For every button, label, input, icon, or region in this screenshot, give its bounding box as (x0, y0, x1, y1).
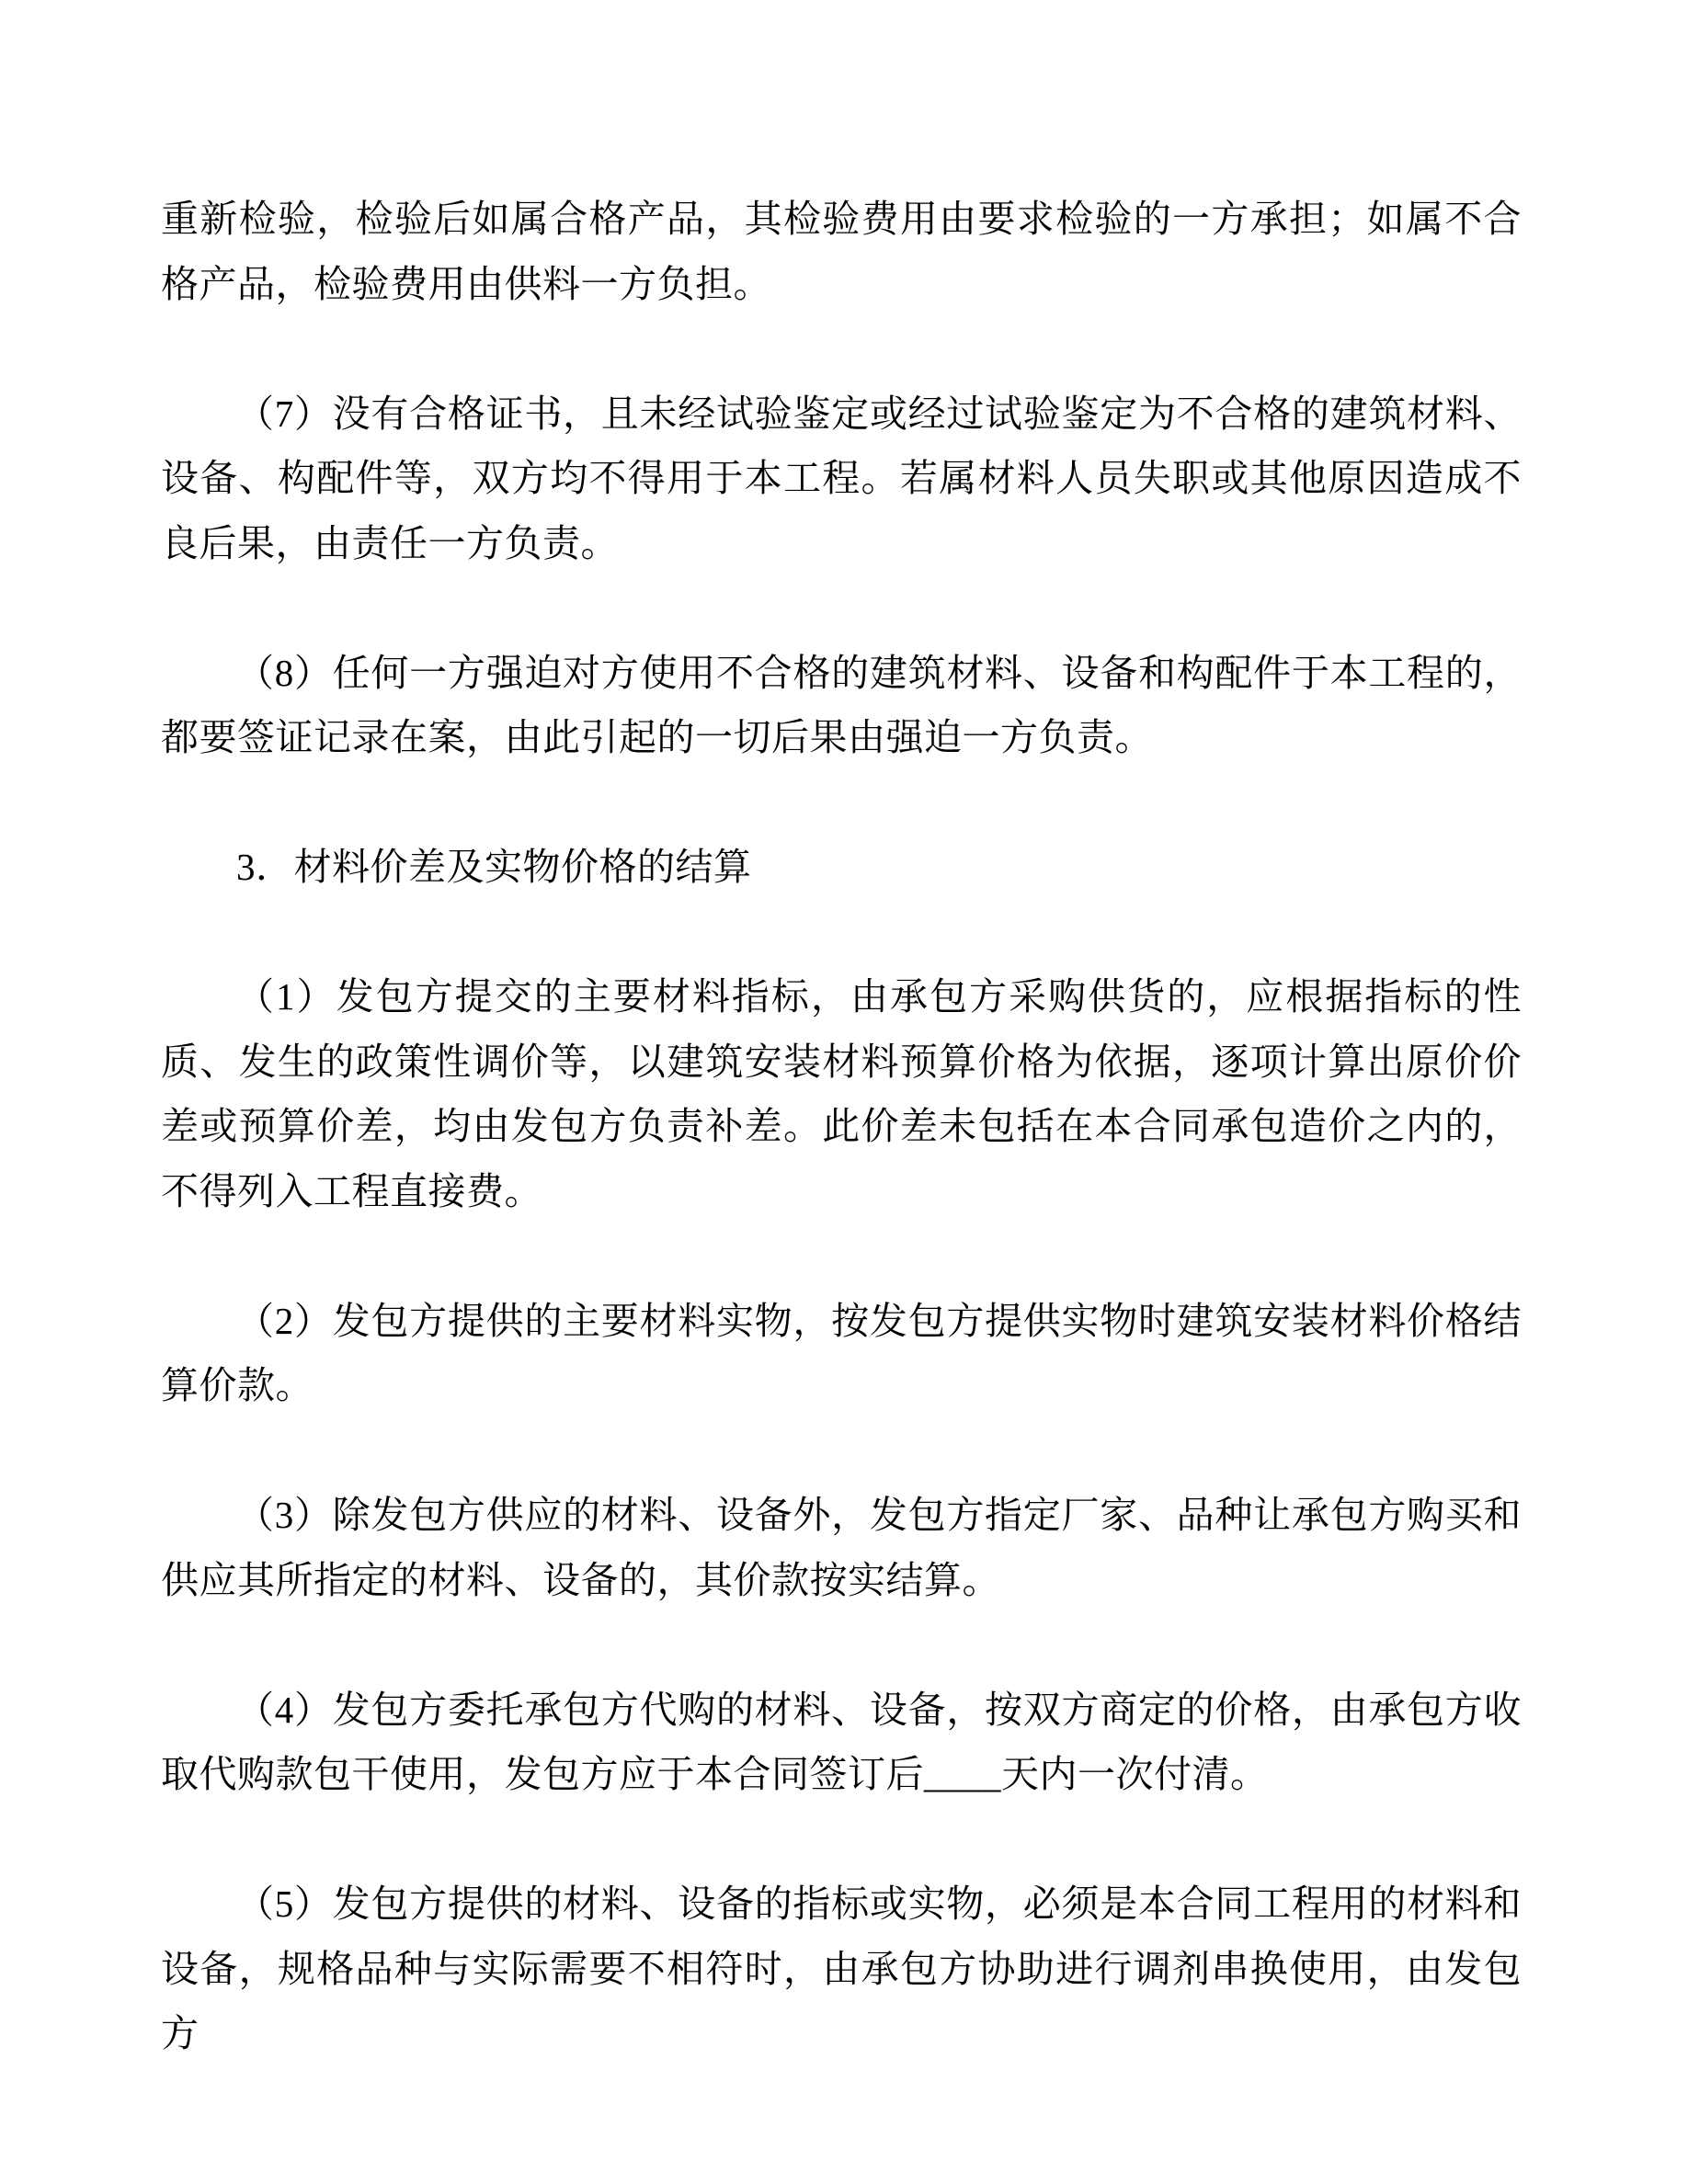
paragraph: （7）没有合格证书，且未经试验鉴定或经过试验鉴定为不合格的建筑材料、设备、构配件等，双方均不得用于本工程。若属材料人员失职或其他原因造成不良后果，由责任一方负责。 (161, 392, 1522, 564)
paragraph: （5）发包方提供的材料、设备的指标或实物，必须是本合同工程用的材料和设备，规格品种与实际需要不相符时，由承包方协助进行调剂串换使用，由发包方 (161, 1883, 1522, 2054)
paragraph: （3）除发包方供应的材料、设备外，发包方指定厂家、品种让承包方购买和供应其所指定的材料、设备的，其价款按实结算。 (161, 1494, 1522, 1601)
paragraph: （4）发包方委托承包方代购的材料、设备，按双方商定的价格，由承包方收取代购款包干使用，发包方应于本合同签订后____天内一次付清。 (161, 1688, 1522, 1795)
paragraph: 重新检验，检验后如属合格产品，其检验费用由要求检验的一方承担；如属不合格产品，检验费用由供料一方负担。 (161, 198, 1522, 305)
document-body (161, 187, 1522, 2066)
paragraph: 3．材料价差及实物价格的结算 (236, 846, 752, 888)
paragraph: （1）发包方提交的主要材料指标，由承包方采购供货的，应根据指标的性质、发生的政策性调价等，以建筑安装材料预算价格为依据，逐项计算出原价价差或预算价差，均由发包方负责补差。此价差未包括在本合同承包造价之内的，不得列入工程直接费。 (161, 975, 1522, 1212)
paragraph: （8）任何一方强迫对方使用不合格的建筑材料、设备和构配件于本工程的，都要签证记录在案，由此引起的一切后果由强迫一方负责。 (161, 651, 1522, 758)
paragraph: （2）发包方提供的主要材料实物，按发包方提供实物时建筑安装材料价格结算价款。 (161, 1299, 1522, 1406)
